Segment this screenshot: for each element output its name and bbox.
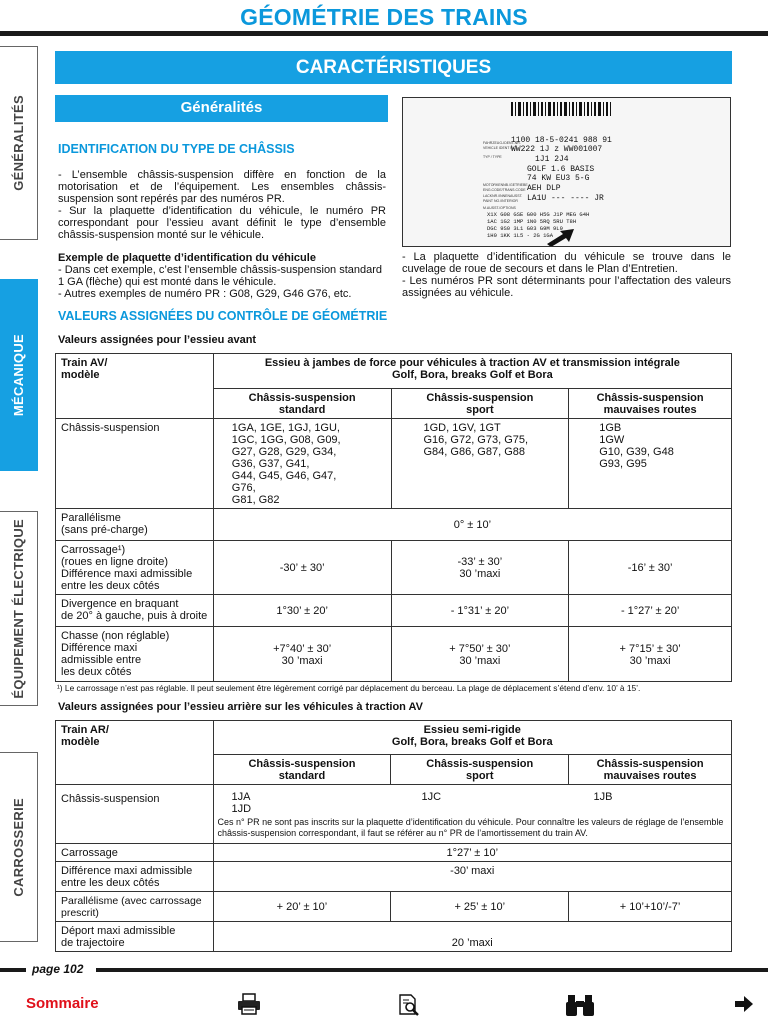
- cell: -16’ ± 30’: [569, 541, 732, 595]
- binoculars-icon[interactable]: [565, 993, 595, 1022]
- cell: -30’ maxi: [213, 862, 731, 892]
- page-number: page 102: [26, 960, 96, 978]
- table-row: [56, 354, 732, 389]
- row-label: Parallélisme (sans pré-charge): [56, 509, 214, 541]
- span-header: [213, 354, 731, 389]
- col0-header: Train AR/ modèle: [56, 721, 214, 785]
- plate-line: LA1U --- ---- JR: [527, 194, 604, 203]
- cell: + 10’+10’/-7’: [569, 892, 732, 922]
- col-header: Châssis-suspension standard: [213, 389, 391, 419]
- table-row: [56, 844, 732, 862]
- example-paragraph: - Dans cet exemple, c’est l’ensemble châssis-suspension standard 1 GA (flèche) qui est monté dans le véhicule.: [58, 264, 383, 288]
- rear-subheading: Valeurs assignées pour l’essieu arrière sur les véhicules à traction AV: [58, 701, 424, 713]
- tab-label: CARROSSERIE: [11, 797, 26, 897]
- col0-header: Train AV/ modèle: [56, 354, 214, 419]
- tab-equipement-electrique[interactable]: [0, 511, 38, 706]
- plate-line: 1100 18-5-0241 988 91: [511, 136, 612, 145]
- cell: -33’ ± 30’ 30 ’maxi: [391, 541, 569, 595]
- row-label: Carrossage¹) (roues en ligne droite) Différence maxi admissible entre les deux côtés: [56, 541, 214, 595]
- plate-label: ENG.CODE/TRANS.CODE: [483, 188, 526, 192]
- cell: 1JA 1JD: [231, 791, 252, 815]
- row-label: Parallélisme (avec carrossage prescrit): [56, 892, 214, 922]
- table-row: [56, 595, 732, 627]
- plate-line: WW222 1J z WW001007: [511, 145, 603, 154]
- plate-code-line: DGC 9S0 3L1 G03 G9M 9L9: [487, 225, 563, 232]
- vehicle-plate-photo: [402, 97, 731, 247]
- id-paragraph: - L’ensemble châssis-suspension diffère en fonction de la motorisation et de l’équipement. Les ensembles châssis-suspension sont repérés par des numéros PR.: [58, 169, 386, 205]
- chassis-cell: [213, 785, 731, 844]
- axle-type: Essieu semi-rigide: [423, 724, 521, 736]
- table-row: [56, 627, 732, 682]
- col-header: Châssis-suspension mauvaises routes: [569, 755, 732, 785]
- tab-generalites[interactable]: [0, 46, 38, 240]
- cell: 0° ± 10’: [213, 509, 731, 541]
- table-row: [56, 721, 732, 755]
- example-paragraphs: [58, 264, 386, 300]
- barcode-icon: [511, 102, 611, 116]
- cell: 1GA, 1GE, 1GJ, 1GU, 1GC, 1GG, G08, G09, G27, G28, G29, G34, G36, G37, G41, G44, G45, G46, G47, G76, G81, G82: [213, 419, 391, 509]
- plate-label: LACKNR./INNENAUSST.: [483, 194, 523, 198]
- cell: +7°40’ ± 30’ 30 ’maxi: [213, 627, 391, 682]
- col-header: Châssis-suspension sport: [391, 755, 569, 785]
- cell: -30’ ± 30’: [213, 541, 391, 595]
- table-row: [56, 892, 732, 922]
- id-heading: IDENTIFICATION DU TYPE DE CHÂSSIS: [58, 142, 295, 156]
- axle-models: Golf, Bora, breaks Golf et Bora: [392, 369, 553, 381]
- tab-carrosserie[interactable]: [0, 752, 38, 942]
- plate-line: GOLF 1.6 BASIS: [527, 165, 595, 174]
- row-label: Châssis-suspension: [56, 419, 214, 509]
- col-header: Châssis-suspension mauvaises routes: [569, 389, 732, 419]
- id-paragraph: - Sur la plaquette d’identification du véhicule, le numéro PR correspondant pour l’essieu avant définit le type d’ensemble châssis-suspension monté sur le véhicule.: [58, 205, 386, 241]
- front-axle-table: [55, 353, 732, 682]
- span-header: [213, 721, 731, 755]
- col-header: Châssis-suspension standard: [213, 755, 391, 785]
- plate-label: PAINT NO./INTERIOR: [483, 199, 518, 203]
- cell: + 7°15’ ± 30’ 30 ’maxi: [569, 627, 732, 682]
- chassis-values: [232, 791, 726, 815]
- plate-label: FAHRZEUG-IDENT-NR.: [483, 141, 521, 145]
- footnote: ¹) Le carrossage n’est pas réglable. Il peut seulement être légèrement corrigé par déplacement du berceau. La plage de déplacement s’étend d’env. 10’ à 15’.: [57, 683, 641, 693]
- tab-label: ÉQUIPEMENT ÉLECTRIQUE: [11, 518, 26, 699]
- cell: - 1°31’ ± 20’: [391, 595, 569, 627]
- cell: - 1°27’ ± 20’: [569, 595, 732, 627]
- sommaire-link[interactable]: Sommaire: [26, 995, 99, 1012]
- cell: + 7°50’ ± 30’ 30 ’maxi: [391, 627, 569, 682]
- table-row: [56, 509, 732, 541]
- plate-label: VEHICLE IDENT NO.: [483, 146, 517, 150]
- cell: 1JC: [421, 791, 442, 803]
- tab-label: GÉNÉRALITÉS: [11, 95, 26, 191]
- page-title: GÉOMÉTRIE DES TRAINS: [240, 4, 528, 30]
- id-paragraphs: [58, 169, 386, 241]
- plate-code-line: X1X G08 GSE G00 H5G J1P MEG G4H: [487, 211, 590, 218]
- table-row: [56, 541, 732, 595]
- row-label: Chasse (non réglable) Différence maxi admissible entre les deux côtés: [56, 627, 214, 682]
- row-label: Différence maxi admissible entre les deux côtés: [56, 862, 214, 892]
- cell: + 20’ ± 10’: [213, 892, 391, 922]
- tab-label: MÉCANIQUE: [11, 333, 26, 417]
- cell: 1°27’ ± 10’: [213, 844, 731, 862]
- section-title: CARACTÉRISTIQUES: [55, 51, 732, 84]
- cell: 1°30’ ± 20’: [213, 595, 391, 627]
- example-paragraph: - Autres exemples de numéro PR : G08, G29, G46 G76, etc.: [58, 288, 352, 300]
- arrow-right-icon[interactable]: [733, 993, 755, 1020]
- row-label: Châssis-suspension: [56, 785, 214, 844]
- tab-mecanique[interactable]: [0, 279, 38, 471]
- cell: 1GB 1GW G10, G39, G48 G93, G95: [569, 419, 732, 509]
- cell: + 25’ ± 10’: [391, 892, 569, 922]
- table-row: [56, 922, 732, 952]
- table-row: [56, 419, 732, 509]
- search-page-icon[interactable]: [397, 993, 421, 1022]
- plate-line: 74 KW EU3 5-G: [527, 174, 590, 183]
- axle-type: Essieu à jambes de force pour véhicules à traction AV et transmission intégrale: [264, 357, 680, 369]
- chassis-note: Ces n° PR ne sont pas inscrits sur la plaquette d’identification du véhicule. Pour connaître les valeurs de réglage de l’ensemble châssis-suspension correspondant, il faut se référer au n° PR de l’amortissement du train AV.: [217, 817, 724, 838]
- subsection-title: Généralités: [55, 95, 388, 122]
- row-label: Déport maxi admissible de trajectoire: [56, 922, 214, 952]
- cell: 20 ’maxi: [213, 922, 731, 952]
- plate-code-line: 1H0 1KK 1L5 - 2G 1GA: [487, 232, 554, 239]
- plate-line: AEH DLP: [527, 184, 561, 193]
- photo-note: - La plaquette d’identification du véhicule se trouve dans le cuvelage de roue de secours et dans le Plan d’Entretien.: [402, 251, 731, 275]
- cell: 1GD, 1GV, 1GT G16, G72, G73, G75, G84, G86, G87, G88: [391, 419, 569, 509]
- plate-label: M.AUSST./OPTIONS: [483, 206, 516, 210]
- printer-icon[interactable]: [236, 993, 262, 1020]
- col-header: Châssis-suspension sport: [391, 389, 569, 419]
- photo-notes: [402, 251, 731, 299]
- plate-label: MOTORKENNB./GETRIEBE: [483, 183, 528, 187]
- example-heading: Exemple de plaquette d’identification du véhicule: [58, 252, 316, 264]
- axle-models: Golf, Bora, breaks Golf et Bora: [391, 736, 553, 748]
- footer-rule: [0, 968, 768, 972]
- table-row: [56, 862, 732, 892]
- rear-axle-table: [55, 720, 732, 952]
- header-rule: [0, 31, 768, 36]
- values-heading: VALEURS ASSIGNÉES DU CONTRÔLE DE GÉOMÉTRIE: [58, 309, 388, 323]
- plate-label: TYP / TYPE: [483, 155, 502, 159]
- cell: 1JB: [593, 791, 613, 803]
- plate-code-line: 1AC 1G2 1MP 1N0 5RQ 5RU T8H: [487, 218, 577, 225]
- plate-illustration: [403, 98, 730, 246]
- row-label: Divergence en braquant de 20° à gauche, puis à droite: [56, 595, 214, 627]
- photo-note: - Les numéros PR sont déterminants pour l’affectation des valeurs assignées au véhicule.: [402, 275, 731, 299]
- front-subheading: Valeurs assignées pour l’essieu avant: [58, 334, 257, 346]
- plate-line: 1J1 2J4: [535, 155, 569, 164]
- row-label: Carrossage: [56, 844, 214, 862]
- table-row: [56, 785, 732, 844]
